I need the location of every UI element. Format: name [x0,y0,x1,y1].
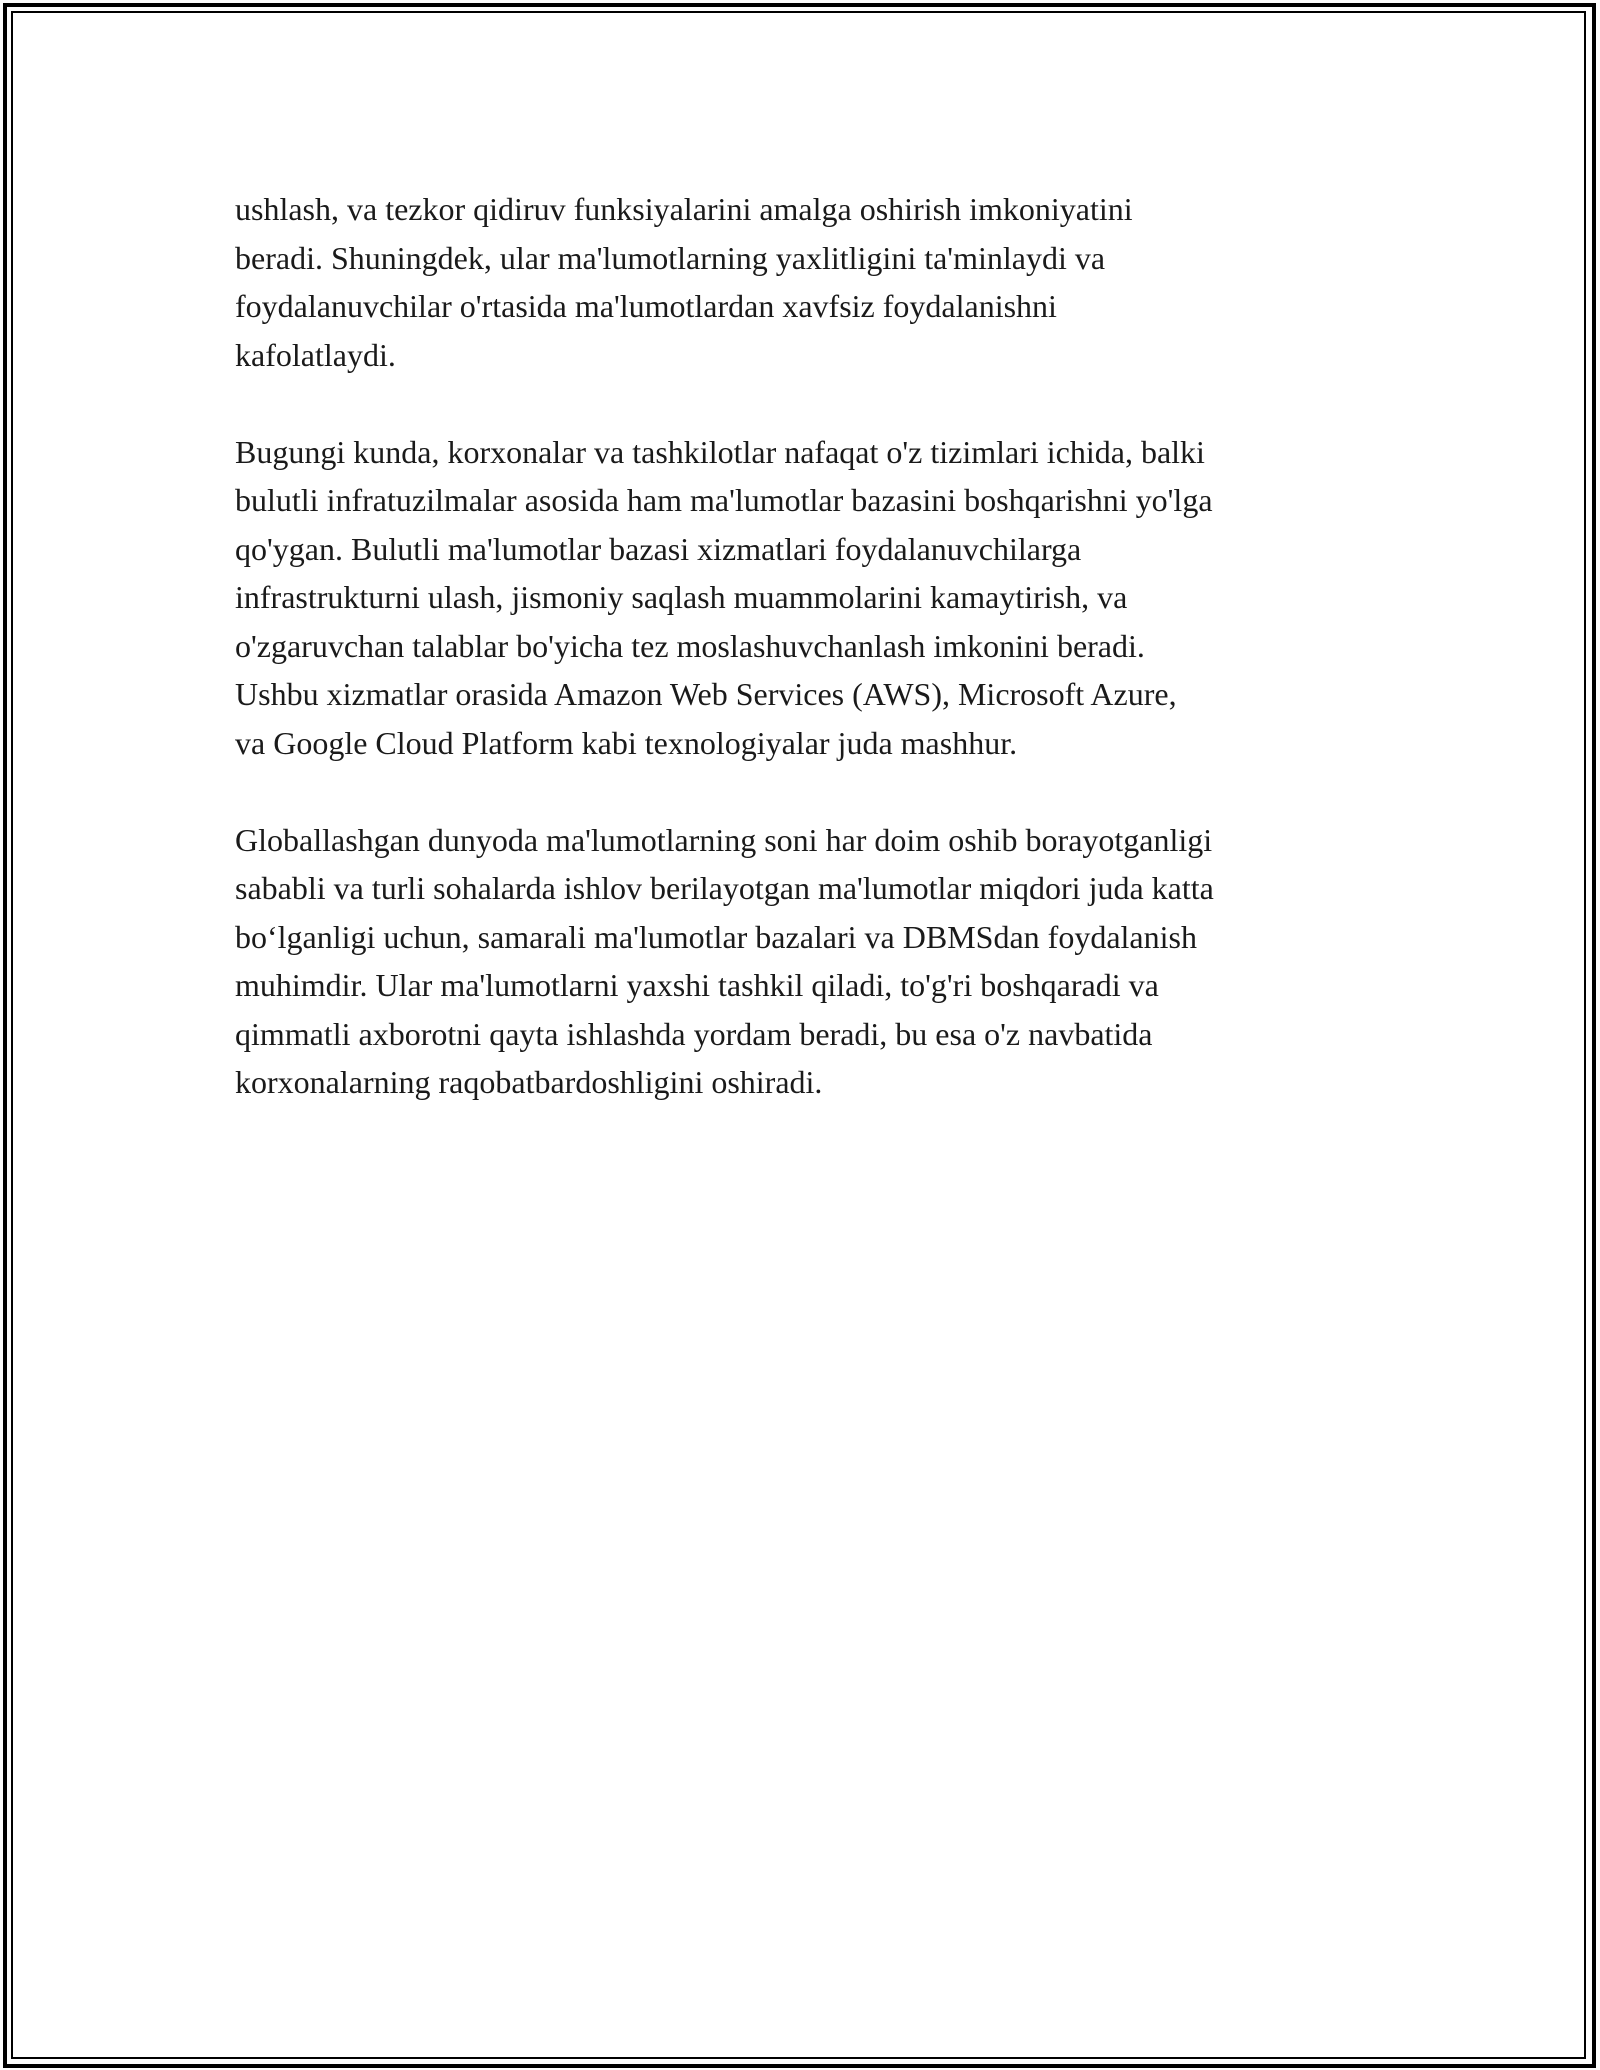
paragraph-continuation: ushlash, va tezkor qidiruv funksiyalarini amalga oshirish imkoniyatini beradi. Shuningdek, ular ma'lumotlarning yaxlitligini ta'minlaydi va foydalanuvchilar o'rtasida ma'lumotlardan xavfsiz foydalanishni kafolatlaydi. [235,191,1133,373]
paragraph-cloud-databases: Bugungi kunda, korxonalar va tashkilotlar nafaqat o'z tizimlari ichida, balki bulutli infratuzilmalar asosida ham ma'lumotlar bazasini boshqarishni yo'lga qo'ygan. Bulutli ma'lumotlar bazasi xizmatlari foydalanuvchilarga infrastrukturni ulash, jismoniy saqlash muammolarini kamaytirish, va o'zgaruvchan talablar bo'yicha tez moslashuvchanlash imkonini beradi. Ushbu xizmatlar orasida Amazon Web Services (AWS), Microsoft Azure, va Google Cloud Platform kabi texnologiyalar juda mashhur. [235,433,1213,761]
paragraph-globalization: Globallashgan dunyoda ma'lumotlarning soni har doim oshib borayotganligi sababli va turli sohalarda ishlov berilayotgan ma'lumotlar miqdori juda katta bo‘lganligi uchun, samarali ma'lumotlar bazalari va DBMSdan foydalanish muhimdir. Ular ma'lumotlarni yaxshi tashkil qiladi, to'g'ri boshqaradi va qimmatli axborotni qayta ishlashda yordam beradi, bu esa o'z navbatida korxonalarning raqobatbardoshligini oshiradi. [235,821,1214,1100]
document-body [235,185,1375,1155]
